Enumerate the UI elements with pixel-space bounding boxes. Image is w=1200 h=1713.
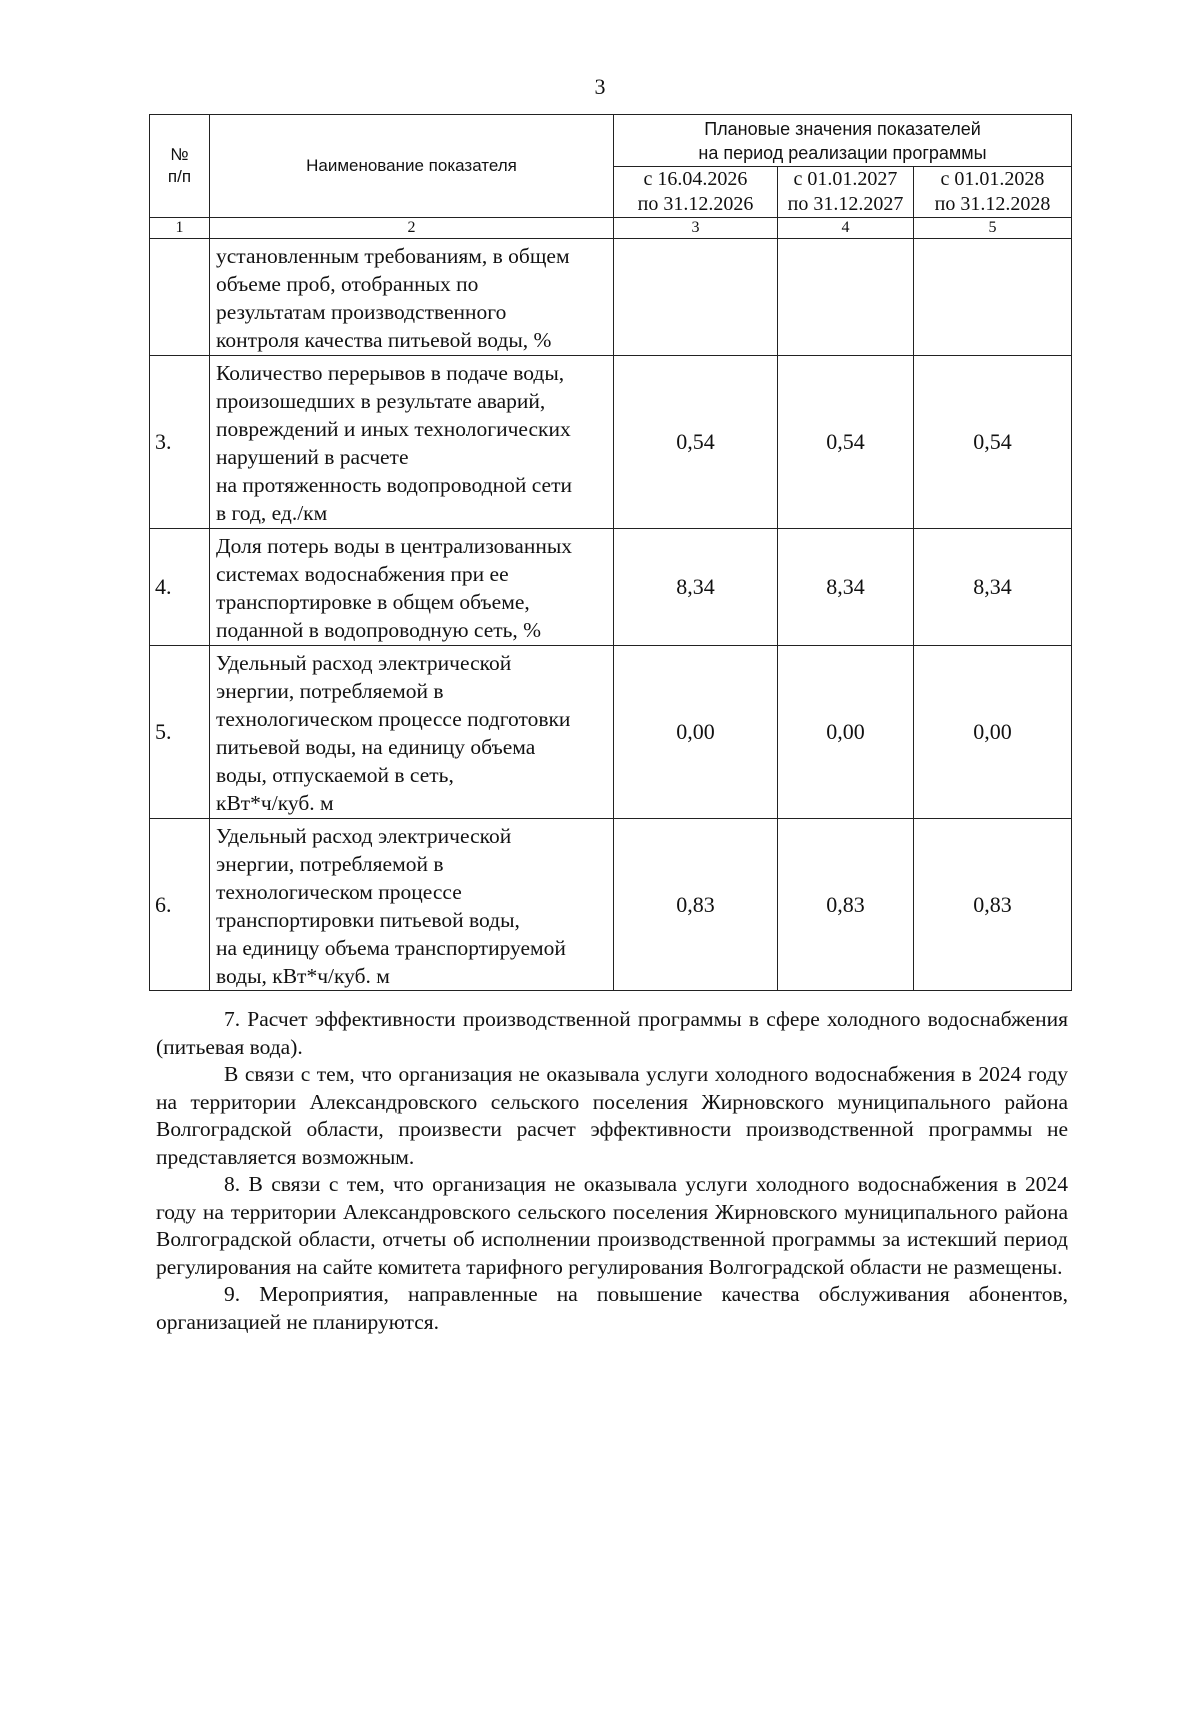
paragraph-measures: 9. Мероприятия, направленные на повышение качества обслуживания абонентов, организацией не планируются. (156, 1282, 1068, 1334)
row-number: 3. (150, 356, 210, 529)
header-period-2: с 01.01.2027 по 31.12.2027 (778, 167, 914, 218)
indicator-name: Удельный расход электрической энергии, потребляемой в технологическом процессе подготовки питьевой воды, на единицу объема воды, отпускаемой в сеть, кВт*ч/куб. м (210, 646, 614, 819)
value-cell (614, 239, 778, 356)
header-planned-values: Плановые значения показателей на период реализации программы (614, 115, 1072, 167)
table-row (150, 239, 1072, 356)
column-number: 2 (210, 218, 614, 239)
header-name: Наименование показателя (210, 115, 614, 218)
indicator-name: Доля потерь воды в централизованных системах водоснабжения при ее транспортировке в общем объеме, поданной в водопроводную сеть, % (210, 529, 614, 646)
value-cell: 0,00 (614, 646, 778, 819)
indicator-name: установленным требованиям, в общем объеме проб, отобранных по результатам производственного контроля качества питьевой воды, % (210, 239, 614, 356)
value-cell: 8,34 (914, 529, 1072, 646)
indicators-table (149, 114, 1072, 991)
value-cell: 0,83 (614, 819, 778, 991)
table-row (150, 529, 1072, 646)
paragraph-no-services: В связи с тем, что организация не оказывала услуги холодного водоснабжения в 2024 году на территории Александровского сельского поселения Жирновского муниципального района Волгоградской области, произвести расчет эффективности производственной программы не представляется возможным. (156, 1062, 1068, 1169)
column-number: 3 (614, 218, 778, 239)
paragraph-reports: 8. В связи с тем, что организация не оказывала услуги холодного водоснабжения в 2024 году на территории Александровского сельского поселения Жирновского муниципального района Волгоградской области, отчеты об исполнении производственной программы за истекший период регулирования на сайте комитета тарифного регулирования Волгоградской области не размещены. (156, 1172, 1068, 1279)
value-cell: 0,54 (778, 356, 914, 529)
value-cell: 0,00 (778, 646, 914, 819)
row-number: 6. (150, 819, 210, 991)
row-number: 4. (150, 529, 210, 646)
value-cell (914, 239, 1072, 356)
row-number: 5. (150, 646, 210, 819)
column-number: 1 (150, 218, 210, 239)
table-row (150, 819, 1072, 991)
value-cell: 0,83 (914, 819, 1072, 991)
header-num: № п/п (150, 115, 210, 218)
column-number: 5 (914, 218, 1072, 239)
column-number: 4 (778, 218, 914, 239)
value-cell: 0,83 (778, 819, 914, 991)
header-period-1: с 16.04.2026 по 31.12.2026 (614, 167, 778, 218)
indicator-name: Количество перерывов в подаче воды, произошедших в результате аварий, повреждений и иных технологических нарушений в расчете на протяженность водопроводной сети в год, ед./км (210, 356, 614, 529)
value-cell: 8,34 (614, 529, 778, 646)
indicator-name: Удельный расход электрической энергии, потребляемой в технологическом процессе транспортировки питьевой воды, на единицу объема транспортируемой воды, кВт*ч/куб. м (210, 819, 614, 991)
value-cell (778, 239, 914, 356)
paragraph-efficiency: 7. Расчет эффективности производственной программы в сфере холодного водоснабжения (питьевая вода). (156, 1007, 1068, 1059)
row-number (150, 239, 210, 356)
value-cell: 0,00 (914, 646, 1072, 819)
body-text (156, 1006, 1068, 1336)
value-cell: 0,54 (614, 356, 778, 529)
page-number: 3 (594, 74, 606, 99)
header-period-3: с 01.01.2028 по 31.12.2028 (914, 167, 1072, 218)
value-cell: 8,34 (778, 529, 914, 646)
value-cell: 0,54 (914, 356, 1072, 529)
table-row (150, 646, 1072, 819)
table-row (150, 356, 1072, 529)
